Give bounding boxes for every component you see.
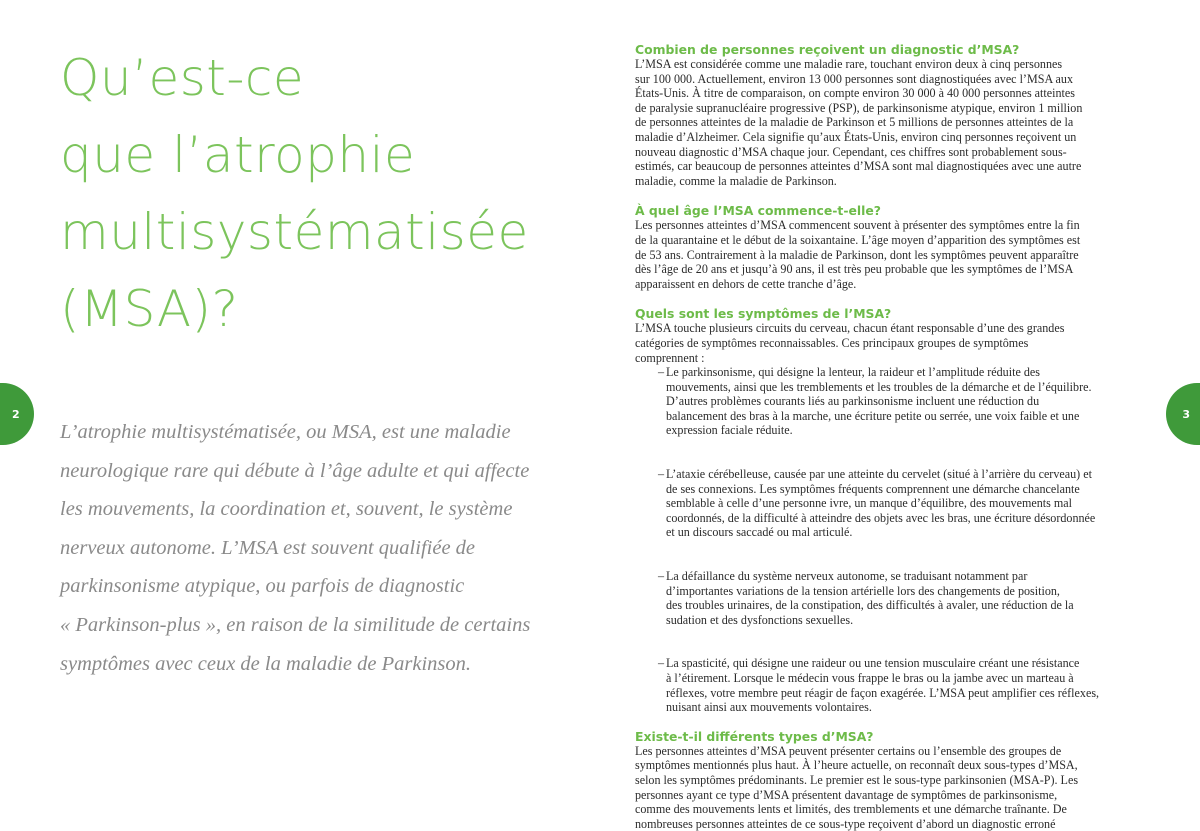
text-line: balancement des bras à la marche, une écriture petite ou serrée, une voix faible et une	[666, 408, 1080, 423]
article-column	[635, 42, 1175, 831]
section-paragraph	[635, 57, 1175, 188]
text-line: sur 100 000. Actuellement, environ 13 000 personnes sont diagnostiquées avec l’MSA aux	[635, 71, 1073, 86]
text-line: semblable à celle d’une personne ivre, un manque d’équilibre, des mouvements mal	[666, 496, 1073, 511]
section-heading: À quel âge l’MSA commence-t-elle?	[635, 203, 881, 219]
text-line: d’importantes variations de la tension artérielle lors des changements de position,	[666, 583, 1060, 598]
bullet-dash: –	[658, 467, 665, 482]
intro-line: « Parkinson-plus », en raison de la similitude de certains	[60, 613, 531, 636]
text-line: L’ataxie cérébelleuse, causée par une atteinte du cervelet (situé à l’arrière du cerveau) et	[666, 467, 1092, 482]
text-line: à l’étirement. Lorsque le médecin vous frappe le bras ou la jambe avec un marteau à	[666, 671, 1074, 685]
text-line: L’MSA est considérée comme une maladie rare, touchant environ deux à cinq personnes	[635, 57, 1063, 71]
text-line: de la quarantaine et le début de la soixantaine. L’âge moyen d’apparition des symptômes est	[635, 232, 1081, 247]
left-page	[0, 0, 600, 830]
section-heading: Combien de personnes reçoivent un diagnostic d’MSA?	[635, 42, 1020, 57]
page-number: 3	[1182, 407, 1190, 421]
text-line: réflexes, votre membre peut réagir de façon exagérée. L’MSA peut amplifier ces réflexes,	[666, 685, 1100, 700]
text-line: maladie d’Alzheimer. Cela signifie qu’aux États-Unis, environ cinq personnes reçoivent un	[635, 129, 1077, 144]
text-line: nuisant ainsi aux mouvements volontaires.	[666, 700, 872, 715]
text-line: dès l’âge de 20 ans et jusqu’à 90 ans, il est très peu probable que les symptômes de l’MSA	[635, 262, 1074, 277]
page-number: 2	[12, 407, 20, 421]
intro-line: parkinsonisme atypique, ou parfois de diagnostic	[60, 575, 465, 598]
text-line: expression faciale réduite.	[666, 423, 793, 438]
text-line: de personnes atteintes de la maladie de Parkinson et 5 millions de personnes atteintes de la	[635, 115, 1074, 130]
text-line: La défaillance du système nerveux autonome, se traduisant notamment par	[666, 569, 1028, 584]
intro-line: nerveux autonome. L’MSA est souvent qualifiée de	[60, 536, 476, 559]
text-line: maladie, comme la maladie de Parkinson.	[635, 173, 837, 188]
right-page	[600, 0, 1200, 830]
text-line: de 53 ans. Contrairement à la maladie de Parkinson, dont les symptômes peuvent apparaître	[635, 247, 1079, 262]
text-line: Les personnes atteintes d’MSA peuvent présenter certains ou l’ensemble des groupes de	[635, 743, 1062, 758]
bullet-dash: –	[658, 569, 665, 584]
text-line: des troubles urinaires, de la constipation, des difficultés à avaler, une réduction de la	[666, 598, 1074, 613]
intro-paragraph	[60, 413, 580, 683]
text-line: États-Unis. À titre de comparaison, on compte environ 30 000 à 40 000 personnes atteintes	[635, 86, 1075, 101]
text-line: et un discours saccadé ou mal articulé.	[666, 525, 853, 540]
bullet-dash: –	[658, 365, 665, 380]
list-item	[635, 656, 1175, 714]
bullet-dash: –	[658, 656, 665, 671]
text-line: nouveau diagnostic d’MSA chaque jour. Cependant, ces chiffres sont probablement sous-	[635, 144, 1067, 159]
text-line: catégories de symptômes reconnaissables. Ces principaux groupes de symptômes	[635, 335, 1029, 350]
page-number-tab-left	[0, 383, 34, 445]
list-item	[635, 365, 1175, 438]
list-item	[635, 569, 1175, 627]
text-line: mouvements, ainsi que les tremblements et les troubles de la démarche et de l’équilibre.	[666, 379, 1092, 394]
text-line: estimés, car beaucoup de personnes atteintes d’MSA sont mal diagnostiquées avec une autre	[635, 159, 1082, 174]
symptom-list	[635, 365, 1175, 715]
title-line: Qu’est-ce	[60, 49, 305, 107]
intro-line: neurologique rare qui débute à l’âge adulte et qui affecte	[60, 459, 530, 482]
text-line: comme des mouvements lents et limités, des tremblements et une démarche traînante. De	[635, 802, 1067, 817]
text-line: apparaissent en dehors de cette tranche d’âge.	[635, 276, 857, 291]
section-heading: Quels sont les symptômes de l’MSA?	[635, 306, 892, 322]
text-line: de ses connexions. Les symptômes fréquents comprennent une démarche chancelante	[666, 481, 1080, 496]
text-line: Les personnes atteintes d’MSA commencent souvent à présenter des symptômes entre la fin	[635, 218, 1080, 233]
title-line: (MSA)?	[60, 280, 239, 338]
text-line: coordonnés, de la difficulté à atteindre des objets avec les bras, une écriture désordonnée	[666, 510, 1096, 525]
title-line: que l’atrophie	[60, 126, 416, 184]
intro-line: L’atrophie multisystématisée, ou MSA, est une maladie	[60, 421, 511, 443]
text-line: personnes ayant ce type d’MSA présentent davantage de symptômes de parkinsonisme,	[635, 787, 1058, 802]
text-line: comprennent :	[635, 350, 705, 365]
text-line: sudation et des dysfonctions sexuelles.	[666, 612, 854, 627]
section-gap	[635, 291, 1175, 306]
text-line: La spasticité, qui désigne une raideur ou une tension musculaire créant une résistance	[666, 656, 1080, 671]
section-paragraph	[635, 218, 1175, 291]
text-line: selon les symptômes prédominants. Le premier est le sous-type parkinsonien (MSA-P). Les	[635, 772, 1079, 787]
section-paragraph	[635, 744, 1175, 831]
title-line: multisystématisée	[60, 203, 529, 261]
text-line: D’autres problèmes courants liés au parkinsonisme incluent une réduction du	[666, 394, 1040, 409]
text-line: symptômes mentionnés plus haut. À l’heure actuelle, on reconnaît deux sous-types d’MSA,	[635, 758, 1078, 773]
text-line: de paralysie supranucléaire progressive (PSP), de parkinsonisme atypique, environ 1 million	[635, 100, 1083, 115]
section-heading: Existe-t-il différents types d’MSA?	[635, 728, 874, 744]
section-paragraph	[635, 321, 1175, 365]
list-item	[635, 467, 1175, 540]
text-line: Le parkinsonisme, qui désigne la lenteur, la raideur et l’amplitude réduite des	[666, 365, 1040, 380]
section-gap	[635, 188, 1175, 203]
intro-line: les mouvements, la coordination et, souvent, le système	[60, 498, 513, 521]
intro-line: symptômes avec ceux de la maladie de Parkinson.	[60, 652, 472, 675]
page-title	[60, 40, 590, 348]
text-line: nombreuses personnes atteintes de ce sous-type reçoivent d’abord un diagnostic erroné	[635, 816, 1056, 831]
text-line: L’MSA touche plusieurs circuits du cerveau, chacun étant responsable d’une des grandes	[635, 321, 1065, 336]
